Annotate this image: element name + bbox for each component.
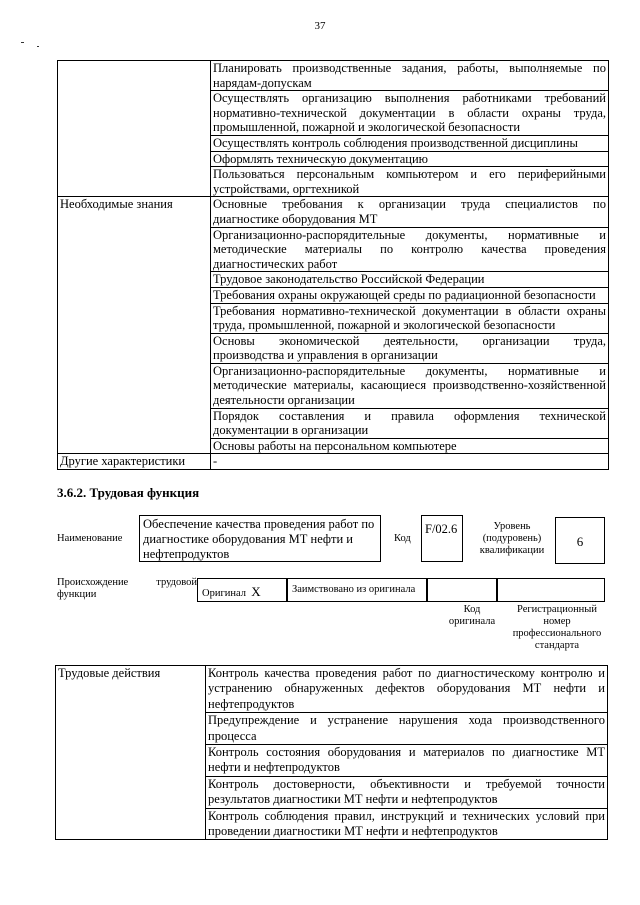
table-row: Основы экономической деятельности, организации труда, производства и управления в организации bbox=[211, 333, 609, 363]
borrowed-cell bbox=[287, 578, 427, 602]
page-number: 37 bbox=[314, 20, 326, 32]
original-code-cell bbox=[427, 578, 497, 602]
table-row: Контроль качества проведения работ по диагностическому контролю и устранению обнаруженных дефектов оборудования МТ нефти и нефтепродуктов bbox=[206, 666, 608, 713]
table-row: Организационно-распорядительные документы, нормативные и методические материалы по контролю качества проведения диагностических работ bbox=[211, 227, 609, 272]
scan-speck bbox=[37, 46, 39, 47]
table-row: Планировать производственные задания, работы, выполняемые по нарядам-допускам bbox=[211, 61, 609, 91]
table-row: Требования нормативно-технической документации в области охраны труда, промышленной, пожарной и экологической безопасности bbox=[211, 303, 609, 333]
origin-row bbox=[197, 578, 605, 602]
registration-number-caption: Регистрационный номер профессионального стандарта bbox=[512, 604, 602, 651]
table-row: Основы работы на персональном компьютере bbox=[211, 438, 609, 454]
table-row: Оформлять техническую документацию bbox=[211, 151, 609, 167]
origin-label: Происхождение трудовой функции bbox=[57, 577, 197, 600]
qualification-level-label: Уровень (подуровень) квалификации bbox=[479, 521, 545, 556]
skills-knowledge-table bbox=[57, 60, 609, 470]
section-title: 3.6.2. Трудовая функция bbox=[57, 485, 200, 500]
table-row: Требования охраны окружающей среды по радиационной безопасности bbox=[211, 287, 609, 303]
function-code-box: F/02.6 bbox=[421, 515, 463, 562]
qualification-level-box: 6 bbox=[555, 517, 605, 564]
function-name-box: Обеспечение качества проведения работ по диагностике оборудования МТ нефти и нефтепродуктов bbox=[139, 515, 381, 562]
knowledge-label: Необходимые знания bbox=[58, 197, 211, 454]
code-label: Код bbox=[394, 533, 411, 544]
table-row: Организационно-распорядительные документы, нормативные и методические материалы, касающиеся производственно-хозяйственной деятельности организации bbox=[211, 363, 609, 408]
table-row: Пользоваться персональным компьютером и его периферийными устройствами, оргтехникой bbox=[211, 167, 609, 197]
scan-speck bbox=[21, 42, 24, 43]
labor-actions-label: Трудовые действия bbox=[56, 666, 206, 840]
original-code-caption: Код оригинала bbox=[448, 604, 496, 627]
table-row: Предупреждение и устранение нарушения хода производственного процесса bbox=[206, 713, 608, 745]
other-characteristics-value: - bbox=[211, 454, 609, 470]
original-label: Оригинал bbox=[202, 588, 246, 599]
table-row: Осуществлять организацию выполнения работниками требований нормативно-технической документации в области охраны труда, промышленной, пожарной и экологической безопасности bbox=[211, 91, 609, 136]
table-row: Трудовое законодательство Российской Федерации bbox=[211, 272, 609, 288]
original-mark: X bbox=[251, 584, 261, 599]
original-cell bbox=[197, 578, 287, 602]
labor-actions-table bbox=[55, 665, 608, 840]
table-row: Контроль состояния оборудования и материалов по диагностике МТ нефти и нефтепродуктов bbox=[206, 745, 608, 777]
table-row: Основные требования к организации труда специалистов по диагностике оборудования МТ bbox=[211, 197, 609, 227]
registration-number-cell bbox=[497, 578, 605, 602]
table-row: Порядок составления и правила оформления технической документации в организации bbox=[211, 408, 609, 438]
other-characteristics-label: Другие характеристики bbox=[58, 454, 211, 470]
table-row: Контроль достоверности, объективности и требуемой точности результатов диагностики МТ нефти и нефтепродуктов bbox=[206, 776, 608, 808]
table-row: Контроль соблюдения правил, инструкций и технических условий при проведении диагностики МТ нефти и нефтепродуктов bbox=[206, 808, 608, 840]
table-row: Осуществлять контроль соблюдения производственной дисциплины bbox=[211, 135, 609, 151]
table-cell-empty bbox=[58, 61, 211, 197]
borrowed-label: Заимствовано из оригинала bbox=[292, 584, 416, 595]
name-label: Наименование bbox=[57, 533, 123, 544]
